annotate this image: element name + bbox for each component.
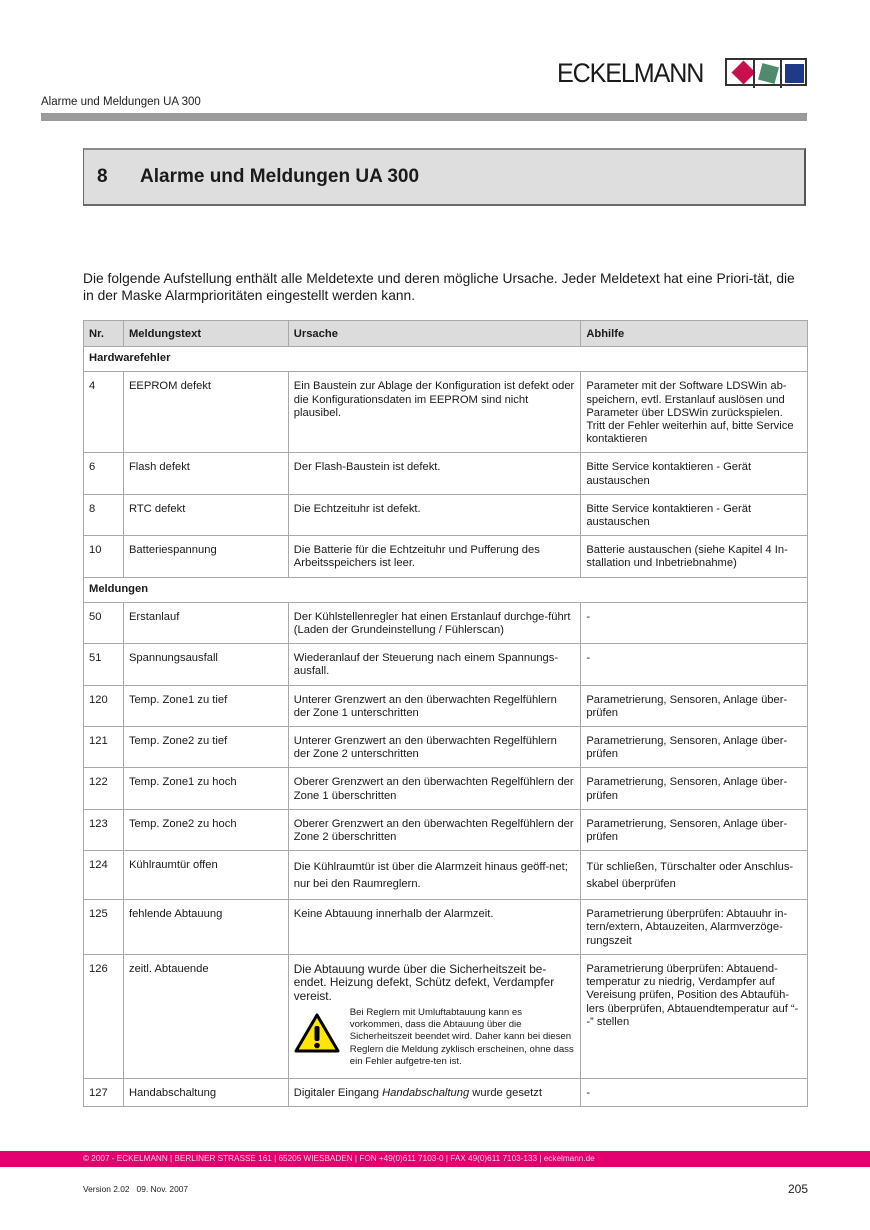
cell-msg: Erstanlauf [123,602,288,643]
cell-cause: Der Flash-Baustein ist defekt. [288,453,581,494]
cell-msg: Batteriespannung [123,536,288,577]
cell-fix: Bitte Service kontaktieren - Gerät austauschen [581,494,808,535]
cell-cause: Die Echtzeituhr ist defekt. [288,494,581,535]
cell-nr: 125 [84,900,124,955]
cell-msg: Temp. Zone1 zu hoch [123,768,288,809]
cell-fix: Parameter mit der Software LDSWin ab-speichern, evtl. Erstanlauf auslösen und Parameter über LDSWin zurückspielen. Tritt der Fehler weiterhin auf, bitte Service kontaktieren [581,372,808,453]
section-title: Meldungen [84,577,808,602]
cell-msg: Temp. Zone2 zu hoch [123,809,288,850]
section-row [84,347,808,372]
table-row [84,900,808,955]
table-row [84,768,808,809]
cell-msg: EEPROM defekt [123,372,288,453]
cell-cause: Oberer Grenzwert an den überwachten Regelfühlern der Zone 1 überschritten [288,768,581,809]
section-title: Hardwarefehler [84,347,808,372]
cell-cause: Der Kühlstellenregler hat einen Erstanlauf durchge-führt (Laden der Grundeinstellung / Fühlerscan) [288,602,581,643]
cell-nr: 120 [84,685,124,726]
cell-fix: - [581,1078,808,1106]
cell-nr: 123 [84,809,124,850]
cell-nr: 6 [84,453,124,494]
table-row [84,685,808,726]
cell-nr: 4 [84,372,124,453]
cell-cause [288,954,581,1078]
cell-cause: Unterer Grenzwert an den überwachten Regelfühlern der Zone 2 unterschritten [288,727,581,768]
cell-fix: Parametrierung, Sensoren, Anlage über-prüfen [581,809,808,850]
cell-fix: Parametrierung überprüfen: Abtauuhr in-tern/extern, Abtauzeiten, Alarmverzöge-rungszeit [581,900,808,955]
table-row [84,809,808,850]
cell-nr: 51 [84,644,124,685]
warning-note-text: Bei Reglern mit Umluftabtauung kann es vorkommen, dass die Abtauung über die Sicherheitszeit beendet wird. Daher kann bei diesen Reglern die Meldung zyklisch erscheinen, ohne dass ein Fehler aufgetre-ten ist. [349,1006,574,1068]
footer-contact-bar: © 2007 - ECKELMANN | BERLINER STRASSE 161 | 65205 WIESBADEN | FON +49(0)611 7103-0 | FAX 49(0)611 7103-133 | eckelmann.de [0,1151,870,1167]
chapter-title: Alarme und Meldungen UA 300 [140,166,420,187]
cell-fix: - [581,602,808,643]
cell-nr: 124 [84,851,124,900]
cell-cause: Ein Baustein zur Ablage der Konfiguration ist defekt oder die Konfigurationsdaten im EEPROM sind nicht plausibel. [288,372,581,453]
cell-fix: Batterie austauschen (siehe Kapitel 4 In-stallation und Inbetriebnahme) [581,536,808,577]
table-row [84,453,808,494]
cell-cause [288,1078,581,1106]
eckelmann-logo [557,58,720,88]
intro-paragraph: Die folgende Aufstellung enthält alle Meldetexte und deren mögliche Ursache. Jeder Meldetext hat eine Priori-tät, die in der Maske Alarmprioritäten eingestellt werden kann. [83,271,795,303]
header-rule [41,113,807,121]
cell-fix: - [581,644,808,685]
cause-text: Die Abtauung wurde über die Sicherheitszeit be-endet. Heizung defekt, Schütz defekt, Verdampfer vereist. [293,961,555,1004]
logo-mark-icon [725,58,807,86]
cell-fix: Parametrierung, Sensoren, Anlage über-prüfen [581,727,808,768]
cell-msg: Handabschaltung [123,1078,288,1106]
header-abhilfe: Abhilfe [581,321,808,347]
page-number: 205 [787,1182,808,1196]
logo-blue-square-icon [785,64,804,83]
cell-msg: Temp. Zone1 zu tief [123,685,288,726]
cause-text-pre: Digitaler Eingang [293,1086,383,1099]
running-header: Alarme und Meldungen UA 300 [41,96,201,108]
cell-nr: 126 [84,954,124,1078]
cell-cause: Die Kühlraumtür ist über die Alarmzeit hinaus geöff-net; nur bei den Raumreglern. [288,851,581,900]
cause-text-emphasis: Handabschaltung [382,1086,470,1099]
header-ursache: Ursache [288,321,581,347]
cause-text-post: wurde gesetzt [469,1086,542,1099]
table-row [84,602,808,643]
cell-fix: Parametrierung, Sensoren, Anlage über-prüfen [581,685,808,726]
cell-nr: 10 [84,536,124,577]
cell-fix: Bitte Service kontaktieren - Gerät austauschen [581,453,808,494]
table-row [84,851,808,900]
logo-text: ECKELMANN [557,58,704,88]
cell-nr: 8 [84,494,124,535]
section-row [84,577,808,602]
alarm-table [83,320,808,1107]
cell-cause: Wiederanlauf der Steuerung nach einem Spannungs-ausfall. [288,644,581,685]
logo-green-square-icon [758,63,779,84]
version-info: Version 2.02 09. Nov. 2007 [83,1184,189,1194]
table-row [84,536,808,577]
chapter-heading [83,148,806,206]
cell-nr: 127 [84,1078,124,1106]
cell-msg: Spannungsausfall [123,644,288,685]
table-row [84,494,808,535]
table-row [84,372,808,453]
logo-divider [780,60,782,88]
cell-fix: Parametrierung überprüfen: Abtauend-temperatur zu niedrig, Verdampfer auf Vereisung prüfen, Position des Abtaufüh-lers überprüfen, Abtauendtemperatur auf “--” stellen [581,954,808,1078]
table-row [84,954,808,1078]
logo-divider [753,60,755,88]
chapter-number: 8 [97,166,108,187]
cell-msg: Temp. Zone2 zu tief [123,727,288,768]
table-row [84,1078,808,1106]
header-nr: Nr. [84,321,124,347]
cell-cause: Unterer Grenzwert an den überwachten Regelfühlern der Zone 1 unterschritten [288,685,581,726]
cell-nr: 50 [84,602,124,643]
cell-msg: Flash defekt [123,453,288,494]
cell-fix: Tür schließen, Türschalter oder Anschlus-skabel überprüfen [581,851,808,900]
cell-cause: Oberer Grenzwert an den überwachten Regelfühlern der Zone 2 überschritten [288,809,581,850]
cell-nr: 121 [84,727,124,768]
cell-cause: Keine Abtauung innerhalb der Alarmzeit. [288,900,581,955]
header-meldungstext: Meldungstext [123,321,288,347]
warning-note-block [294,1007,576,1069]
cell-fix: Parametrierung, Sensoren, Anlage über-prüfen [581,768,808,809]
cell-msg: Kühlraumtür offen [123,851,288,900]
cell-cause: Die Batterie für die Echtzeituhr und Pufferung des Arbeitsspeichers ist leer. [288,536,581,577]
table-row [84,644,808,685]
cell-msg: fehlende Abtauung [123,900,288,955]
table-row [84,727,808,768]
logo-red-diamond-icon [731,60,755,84]
table-header-row [84,321,808,347]
warning-triangle-icon [294,1007,342,1069]
cell-msg: zeitl. Abtauende [123,954,288,1078]
cell-msg: RTC defekt [123,494,288,535]
cell-nr: 122 [84,768,124,809]
